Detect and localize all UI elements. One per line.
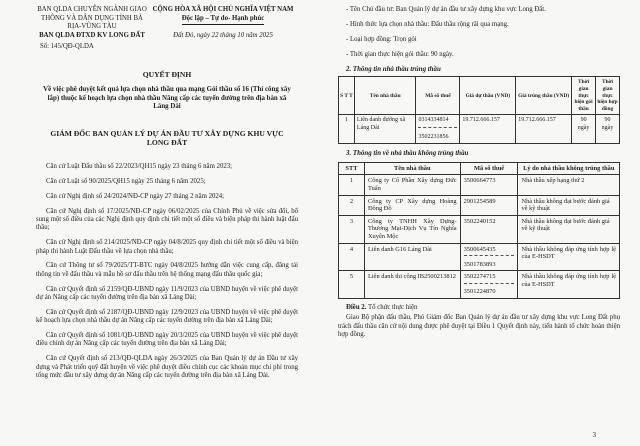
row-number: 3 [339, 215, 365, 243]
column-header: Lý do nhà thầu không trúng thầu [518, 162, 620, 175]
winner-table [338, 76, 620, 144]
rejection-reason: Nhà thầu không đáp ứng tính hợp lệ của E-HSDT [518, 271, 620, 299]
column-header: Giá trúng thầu (VND) [516, 77, 572, 115]
article-heading [338, 304, 620, 312]
package-duration: 90 ngày [572, 115, 596, 144]
table-header-row [339, 162, 620, 175]
row-number: 1 [339, 115, 355, 144]
page-number: 3 [592, 432, 596, 439]
bidder-name: Liên danh đường xã Láng Dài [354, 115, 416, 144]
dashed-divider [418, 127, 457, 128]
tax-code: 3501783893 [463, 260, 496, 268]
winning-price: 19.712.666.157 [516, 115, 572, 144]
table-row [339, 271, 620, 299]
nation-block [148, 6, 298, 52]
legal-basis: Căn cứ Quyết định số 2159/QĐ-UBND ngày 11/9/2023 của UBND huyện về việc phê duyệt dự án Nâng cấp các tuyến đường trên địa bàn xã Láng Dài; [36, 285, 298, 301]
column-header: Giá dự thầu (VND) [460, 77, 516, 115]
document-header [36, 6, 298, 52]
table-row [339, 215, 620, 243]
legal-basis: Căn cứ Nghị định số 24/2024/NĐ-CP ngày 27 tháng 2 năm 2024; [46, 192, 225, 200]
legal-basis: Căn cứ Luật Đấu thầu số 22/2023/QH15 ngày 23 tháng 6 năm 2023; [46, 163, 233, 171]
agency-subunit: BAN QLDA ĐTXD KV LONG ĐẤT [39, 31, 145, 39]
article-label-rest: Tổ chức thực hiện [366, 304, 418, 312]
article-text: Giao Bộ phận đấu thầu, Phó Giám đốc Ban Quản lý dự án đầu tư xây dựng khu vực Long Đất phụ trách đấu thầu căn cứ nội dung được phê duyệt tại Điều 1 Quyết định này, tiến hành tổ chức hoàn thiện hợp đồng. [338, 314, 620, 339]
winner-section-title: 2. Thông tin nhà thầu trúng thầu [346, 66, 441, 73]
package-info-line: - Hình thức lựa chọn nhà thầu: Đấu thầu rộng rãi qua mạng. [346, 21, 509, 28]
right-column [338, 6, 620, 340]
row-number: 5 [339, 271, 365, 299]
column-header: Thời gian thực hiện hợp đồng [596, 77, 620, 115]
rejection-reason: Nhà thầu không đáp ứng tính hợp lệ của E-HSDT [518, 243, 620, 271]
legal-bases [36, 163, 298, 380]
tax-code: 3502240152 [460, 215, 518, 243]
rejection-reason: Nhà thầu không đạt bước đánh giá về kỹ thuật [518, 215, 620, 243]
national-motto: Độc lập – Tự do- Hạnh phúc [182, 15, 265, 26]
bidder-name: Công ty Cổ Phần Xây dựng Đức Tuấn [364, 175, 460, 195]
bidder-name: Liên danh thi công IB2500213812 [364, 271, 460, 299]
bidder-name: Liên danh G16 Láng Dài [364, 243, 460, 271]
document-subject: Về việc phê duyệt kết quả lựa chọn nhà thầu qua mạng Gói thầu số 16 (Thí công xây lắp) thuộc kế hoạch lựa chọn nhà thầu Nâng cấp các tuyến đường trên địa bàn xã Láng Dài [43, 85, 291, 111]
package-info-line: - Thời gian thực hiện gói thầu: 90 ngày. [346, 51, 454, 58]
article-2 [338, 304, 620, 340]
agency-block [36, 6, 148, 52]
legal-basis: Căn cứ Luật số 90/2025/QH15 ngày 25 tháng 6 năm 2025; [46, 177, 206, 185]
rejection-reason: Nhà thầu xếp hạng thứ 2 [518, 175, 620, 195]
contract-duration: 90 ngày [596, 115, 620, 144]
row-number: 2 [339, 195, 365, 215]
legal-basis: Căn cứ Nghị định số 17/2025/NĐ-CP ngày 06/02/2025 của Chính Phủ về việc sửa đổi, bổ sung một số điều của các Nghị định quy định chi tiết một số điều và biện pháp thi hành luật đấu thầu; [36, 207, 298, 232]
legal-basis: Căn cứ Thông tư số 79/2025/TT-BTC ngày 04/8/2025 hướng dẫn việc cung cấp, đăng tải thông tin về đấu thầu và mẫu hồ sơ đấu thầu trên hệ thống mạng đấu thầu quốc gia; [36, 262, 298, 278]
issue-date: Đất Đỏ, ngày 22 tháng 10 năm 2025 [173, 32, 273, 40]
tax-code-cell [416, 115, 460, 144]
legal-basis: Căn cứ Quyết định số 1081/QĐ-UBND ngày 20/3/2025 của UBND huyện về việc phê duyệt điều chỉnh dự án Nâng cấp các tuyến đường trên địa bàn xã Láng Dài; [36, 331, 298, 348]
document-number: Số: 145/QĐ-QLDA [40, 43, 94, 51]
tax-code: 3502231856 [418, 133, 449, 140]
tax-code-cell [460, 243, 518, 271]
document-title: QUYẾT ĐỊNH [142, 69, 192, 79]
tax-code: 3500664773 [460, 175, 518, 195]
left-column [36, 6, 298, 387]
bidder-name: Công ty CP Xây dựng Hoàng Đông Đô [364, 195, 460, 215]
nation-title: CỘNG HÒA XÃ HỘI CHỦ NGHĨA VIỆT NAM [152, 6, 294, 13]
column-header: STT [339, 162, 365, 175]
column-header: Mã số thuế [460, 162, 518, 175]
table-row [339, 243, 620, 271]
table-row [339, 115, 620, 144]
table-row [339, 175, 620, 195]
row-number: 1 [339, 175, 365, 195]
issuer-title: GIÁM ĐỐC BAN QUẢN LÝ DỰ ÁN ĐẦU TƯ XÂY DỰNG KHU VỰC LONG ĐẤT [50, 128, 284, 147]
column-header: Mã số thuế [416, 77, 460, 115]
rejection-reason: Nhà thầu không đạt bước đánh giá về kỹ thuật [518, 195, 620, 215]
article-label: Điều 2. [346, 304, 367, 312]
tax-code: 3500645435 [463, 245, 496, 253]
tax-code: 0314334814 [418, 117, 449, 124]
loser-section-title: 3. Thông tin về nhà thầu không trúng thầu [346, 150, 469, 158]
row-number: 4 [339, 243, 365, 271]
dashed-divider [464, 255, 515, 256]
bid-price: 19.712.666.157 [460, 115, 516, 144]
table-header-row [339, 77, 620, 115]
legal-basis: Căn cứ Nghị định số 214/2025/NĐ-CP ngày 04/8/2025 quy định chi tiết một số điều và biện pháp thi hành Luật Đấu thầu về lựa chọn nhà thầu; [36, 239, 298, 255]
legal-basis: Căn cứ Quyết định số 213/QĐ-QLDA ngày 26/3/2025 của Ban Quản lý dự án Đầu tư xây dựng và Phát triển quỹ đất huyện về việc phê duyệt điều chỉnh cục các khoản mục chi phí trong tổng mức đầu tư xây dựng dự án Nâng cấp các tuyến đường trên địa bàn xã Láng Dài. [36, 355, 298, 379]
agency-name: BAN QLDA CHUYÊN NGÀNH GIAO THÔNG VÀ DÂN DỤNG TỈNH BÀ RỊA-VŨNG TÀU [37, 6, 147, 31]
tax-code-cell [460, 271, 518, 299]
tax-code: 3501224870 [463, 288, 496, 296]
legal-basis: Căn cứ Quyết định số 2187/QĐ-UBND ngày 12/9/2023 của UBND huyện về việc phê duyệt kế hoạch lựa chọn nhà thầu dự án Nâng cấp các tuyến đường trên địa bàn xã Láng Dài; [36, 308, 298, 325]
column-header: S T T [339, 77, 355, 115]
package-info-line: - Tên Chủ đầu tư: Ban Quản lý dự án đầu tư xây dựng khu vực Long Đất. [346, 6, 546, 13]
tax-code: 2901254589 [460, 195, 518, 215]
column-header: Tên nhà thầu [354, 77, 416, 115]
loser-table [338, 162, 620, 300]
dashed-divider [464, 283, 515, 284]
column-header: Thời gian thực hiện gói thầu [572, 77, 596, 115]
bidder-name: Công ty TNHH Xây Dựng-Thương Mại-Dịch Vụ Tín Nghĩa Xuyên Mộc [364, 215, 460, 243]
table-row [339, 195, 620, 215]
tax-code: 3502274715 [463, 273, 496, 281]
column-header: Tên nhà thầu [364, 162, 460, 175]
package-info-line: - Loại hợp đồng: Trọn gói [346, 36, 417, 43]
